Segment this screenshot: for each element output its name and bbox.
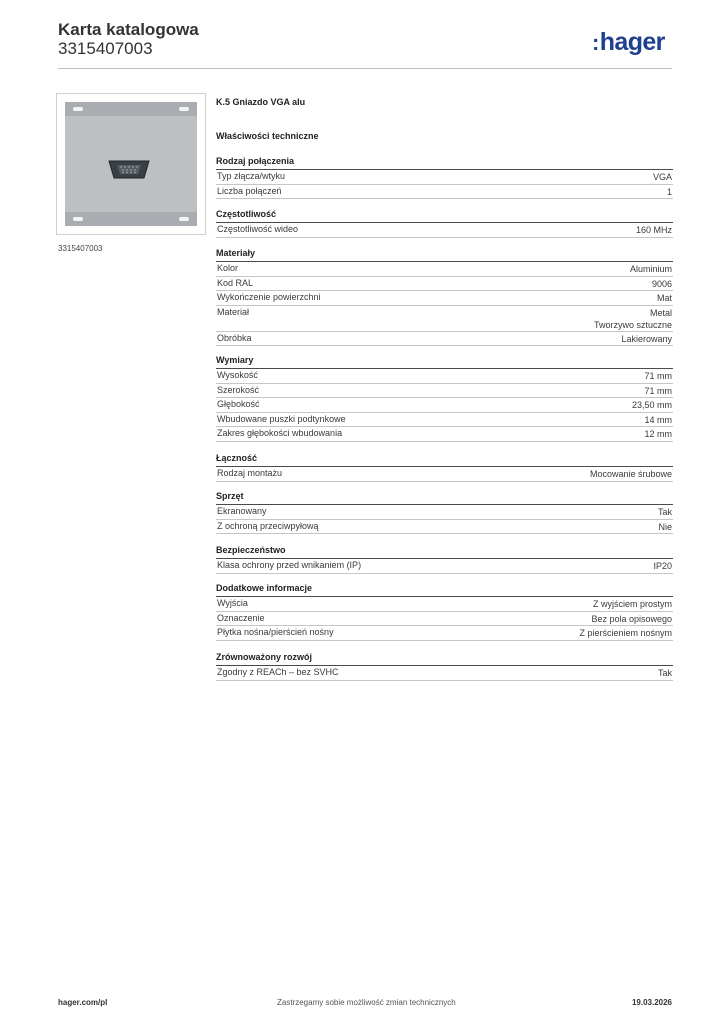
- spec-value: Mocowanie śrubowe: [589, 469, 672, 479]
- section-end-rule: [216, 441, 673, 442]
- spec-row: [216, 261, 673, 277]
- spec-label: Wyjścia: [217, 598, 248, 608]
- spec-row: [216, 184, 673, 200]
- spec-label: Częstotliwość wideo: [217, 224, 299, 234]
- spec-value: Tak: [657, 668, 672, 678]
- spec-label: Wbudowane puszki podtynkowe: [217, 413, 346, 424]
- plate-slot: [179, 107, 189, 111]
- spec-label: Ekranowany: [217, 506, 267, 516]
- spec-row: [216, 504, 673, 520]
- spec-row: [216, 276, 673, 292]
- spec-value: Aluminium: [629, 264, 672, 274]
- spec-row: [216, 305, 673, 332]
- spec-row: [216, 222, 673, 238]
- spec-value: 71 mm: [644, 385, 672, 396]
- spec-label: Zakres głębokości wbudowania: [217, 428, 343, 439]
- footer-disclaimer: Zastrzegamy sobie możliwość zmian technicznych: [277, 998, 456, 1007]
- section-title: Rodzaj połączenia: [216, 156, 295, 166]
- plate-slot: [73, 217, 83, 221]
- section-title: Dodatkowe informacje: [216, 583, 313, 593]
- spec-value: 12 mm: [644, 429, 672, 440]
- plate-slot: [179, 217, 189, 221]
- spec-label: Rodzaj montażu: [217, 468, 283, 478]
- section-end-rule: [216, 533, 673, 534]
- footer-date: 19.03.2026: [631, 998, 672, 1007]
- spec-row: [216, 368, 673, 384]
- spec-label: Zgodny z REACh – bez SVHC: [217, 667, 339, 677]
- spec-row: [216, 383, 673, 399]
- product-title: K.5 Gniazdo VGA alu: [216, 97, 306, 107]
- spec-label: Wykończenie powierzchni: [217, 292, 321, 303]
- spec-value: Bez pola opisowego: [591, 613, 672, 624]
- plate-slot: [73, 107, 83, 111]
- section-end-rule: [216, 573, 673, 574]
- spec-label: Głębokość: [217, 399, 260, 410]
- section-end-rule: [216, 481, 673, 482]
- spec-value: Nie: [658, 521, 672, 532]
- spec-label: Z ochroną przeciwpyłową: [217, 520, 319, 531]
- spec-row: [216, 412, 673, 428]
- header-divider: [58, 68, 672, 69]
- spec-value: Lakierowany: [621, 333, 672, 344]
- technical-heading: Właściwości techniczne: [216, 131, 319, 141]
- spec-label: Typ złącza/wtyku: [217, 171, 286, 181]
- footer-website[interactable]: hager.com/pl: [58, 998, 108, 1007]
- section-title: Łączność: [216, 453, 258, 463]
- spec-value: 160 MHz: [635, 225, 672, 235]
- spec-row: [216, 331, 673, 347]
- spec-label: Obróbka: [217, 332, 252, 343]
- section-end-rule: [216, 640, 673, 641]
- section-title: Materiały: [216, 248, 256, 258]
- spec-row: [216, 397, 673, 413]
- spec-row: [216, 519, 673, 535]
- spec-label: Szerokość: [217, 384, 260, 395]
- spec-value: Tak: [657, 507, 672, 517]
- spec-value-secondary: Tworzywo sztuczne: [593, 319, 672, 330]
- spec-value: Mat: [656, 293, 672, 304]
- spec-value: Z wyjściem prostym: [592, 599, 672, 609]
- spec-row: [216, 625, 673, 641]
- spec-value: IP20: [653, 561, 672, 571]
- spec-value: 1: [666, 186, 672, 197]
- spec-label: Płytka nośna/pierścień nośny: [217, 627, 334, 638]
- section-end-rule: [216, 198, 673, 199]
- vga-connector-icon: [107, 159, 151, 180]
- section-title: Wymiary: [216, 355, 254, 365]
- spec-value: Metal: [649, 307, 672, 318]
- spec-value: 9006: [651, 278, 672, 289]
- socket-plate: [65, 102, 197, 226]
- spec-value: 71 mm: [644, 371, 672, 381]
- spec-value: VGA: [652, 172, 672, 182]
- spec-value: Z pierścieniem nośnym: [579, 628, 672, 639]
- section-end-rule: [216, 680, 673, 681]
- section-title: Zrównoważony rozwój: [216, 652, 312, 662]
- spec-row: [216, 466, 673, 482]
- spec-row: [216, 665, 673, 681]
- spec-value: 23,50 mm: [631, 400, 672, 411]
- spec-label: Klasa ochrony przed wnikaniem (IP): [217, 560, 362, 570]
- spec-row: [216, 290, 673, 306]
- spec-label: Wysokość: [217, 370, 258, 380]
- spec-row: [216, 596, 673, 612]
- spec-label: Materiał: [217, 306, 250, 317]
- product-number: 3315407003: [58, 39, 153, 58]
- spec-row: [216, 611, 673, 627]
- hager-logo: :hager: [592, 28, 665, 56]
- section-end-rule: [216, 345, 673, 346]
- spec-label: Oznaczenie: [217, 612, 265, 623]
- section-title: Sprzęt: [216, 491, 244, 501]
- section-title: Bezpieczeństwo: [216, 545, 286, 555]
- section-title: Częstotliwość: [216, 209, 277, 219]
- spec-row: [216, 169, 673, 185]
- spec-label: Kod RAL: [217, 277, 254, 288]
- image-caption: 3315407003: [58, 244, 103, 253]
- spec-label: Kolor: [217, 263, 239, 273]
- spec-row: [216, 558, 673, 574]
- document-title: Karta katalogowa: [58, 20, 199, 39]
- product-image: [56, 93, 206, 235]
- logo-text: hager: [599, 28, 665, 56]
- spec-row: [216, 426, 673, 442]
- spec-value: 14 mm: [644, 414, 672, 425]
- section-end-rule: [216, 237, 673, 238]
- spec-label: Liczba połączeń: [217, 185, 282, 196]
